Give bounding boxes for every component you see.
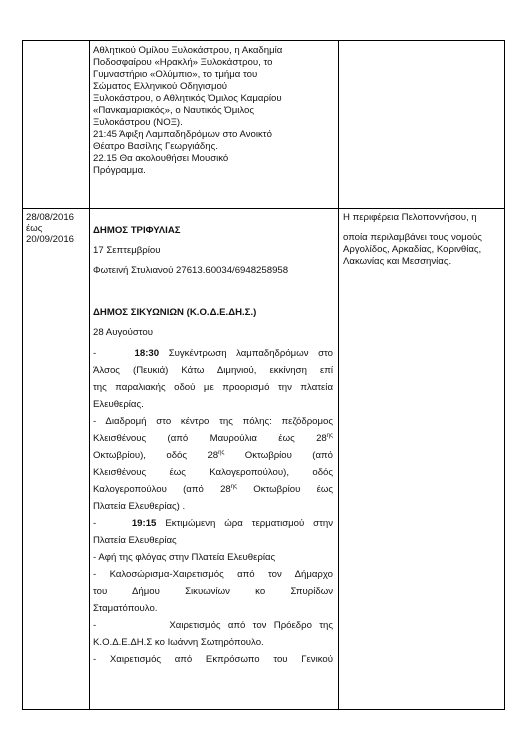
time-label: 18:30 — [134, 348, 160, 359]
sikyonion-date: 28 Αυγούστου — [93, 327, 153, 338]
program-item-finish — [93, 515, 333, 549]
program-line: 22.15 Θα ακολουθήσει Μουσικό — [93, 153, 229, 164]
program-item-representative — [93, 651, 333, 668]
program-line: Πρόγραμμα. — [93, 165, 146, 176]
program-line: Αθλητικού Ομίλου Ξυλοκάστρου, η Ακαδημία — [93, 45, 283, 56]
program-item-line: Καλογεροπούλου (από $28^{\eta\varsigma}$ Οκτωβρίου έως — [93, 483, 333, 495]
program-item-line: - Χαιρετισμός από Εκπρόσωπο του Γενικού — [93, 654, 333, 665]
program-item-line: Ελευθερίας. — [93, 399, 144, 410]
program-item-line: - Καλοσώρισμα-Χαιρετισμός από τον Δήμαρχο — [93, 569, 333, 580]
program-item-line: Οκτωβρίου), οδός $28^{\eta\varsigma}$ Οκτωβρίου (από — [93, 449, 334, 461]
program-item-line: - 19:15 Εκτιμώμενη ώρα τερματισμού στην — [93, 518, 333, 529]
date-start: 28/08/2016 — [26, 212, 75, 223]
program-item-line: Άλσος (Πευκιά) Κάτω Διμηνιού, εκκίνηση επί — [93, 365, 333, 376]
program-line: Σώματος Ελληνικού Οδηγισμού — [93, 81, 228, 92]
program-line: «Πανκαμαριακός», ο Ναυτικός Όμιλος — [93, 105, 254, 116]
program-line: Γυμναστήριο «Ολύμπιο», το τμήμα του — [93, 69, 258, 80]
program-line: Θέατρο Βασίλης Γεωργιάδης. — [93, 141, 218, 152]
program-item-line: Κλεισθένους έως Καλογεροπούλου), οδός — [93, 467, 333, 478]
column-divider-2 — [338, 41, 339, 709]
program-item-line: Σταματόπουλο. — [93, 603, 158, 614]
region-line: οποία περιλαμβάνει τους νομούς — [343, 232, 482, 243]
program-item-line: Κ.Ο.Δ.Ε.ΔΗ.Σ κο Ιωάννη Σωτηρόπουλο. — [93, 637, 264, 648]
column-divider-1 — [89, 41, 90, 709]
program-item-line: της παραλιακής οδού με προορισμό την πλατεία — [93, 382, 333, 393]
program-item-line: του Δήμου Σικυωνίων κο Σπυρίδων — [93, 586, 333, 597]
program-line: Ποδοσφαίρου «Ηρακλή» Ξυλοκάστρου, το — [93, 57, 273, 68]
program-item-line: - Διαδρομή στο κέντρο της πόλης: πεζόδρομος — [93, 416, 333, 427]
date-separator: έως — [26, 223, 43, 234]
region-line: Η περιφέρεια Πελοποννήσου, η — [343, 212, 477, 223]
program-item-line: Πλατεία Ελευθερίας — [93, 535, 177, 546]
municipality-program-cell — [93, 224, 333, 668]
program-item-route — [93, 413, 333, 515]
program-item-line: - Αφή της φλόγας στην Πλατεία Ελευθερίας — [93, 552, 276, 563]
time-label: 19:15 — [131, 518, 157, 529]
program-item-line: - Χαιρετισμός από τον Πρόεδρο της — [93, 620, 333, 631]
trifylia-contact: Φωτεινή Στυλιανού 27613.60034/6948258958 — [93, 265, 289, 276]
row-divider — [23, 208, 504, 209]
program-item-welcome — [93, 566, 333, 617]
program-line: Ξυλοκάστρου, ο Αθλητικός Όμιλος Καμαρίου — [93, 93, 282, 104]
date-range-cell — [26, 212, 88, 245]
trifylia-title: ΔΗΜΟΣ ΤΡΙΦΥΛΙΑΣ — [93, 225, 181, 236]
program-item-flame — [93, 549, 333, 566]
schedule-table — [22, 40, 505, 710]
region-cell — [343, 212, 503, 268]
region-line: Αργολίδος, Αρκαδίας, Κορινθίας, — [343, 244, 482, 255]
program-item-line: - 18:30 Συγκέντρωση λαμπαδηδρόμων στο — [93, 348, 333, 359]
program-item-line: Κλεισθένους (από Μαυρούλια έως $28^{\eta\varsigma}$ — [93, 432, 333, 444]
program-line: 21:45 Άφιξη Λαμπαδηδρόμων στο Ανοικτό — [93, 129, 272, 140]
top-row-program-cell — [93, 45, 333, 177]
program-item-line: Πλατεία Ελευθερίας) . — [93, 501, 186, 512]
region-line: Λακωνίας και Μεσσηνίας. — [343, 256, 452, 267]
program-item-gathering — [93, 345, 333, 413]
program-item-president — [93, 617, 333, 651]
trifylia-date: 17 Σεπτεμβρίου — [93, 245, 161, 256]
program-line: Ξυλοκάστρου (ΝΟΞ). — [93, 117, 183, 128]
sikyonion-title: ΔΗΜΟΣ ΣΙΚΥΩΝΙΩΝ (Κ.Ο.Δ.Ε.ΔΗ.Σ.) — [93, 307, 257, 318]
date-end: 20/09/2016 — [26, 234, 75, 245]
